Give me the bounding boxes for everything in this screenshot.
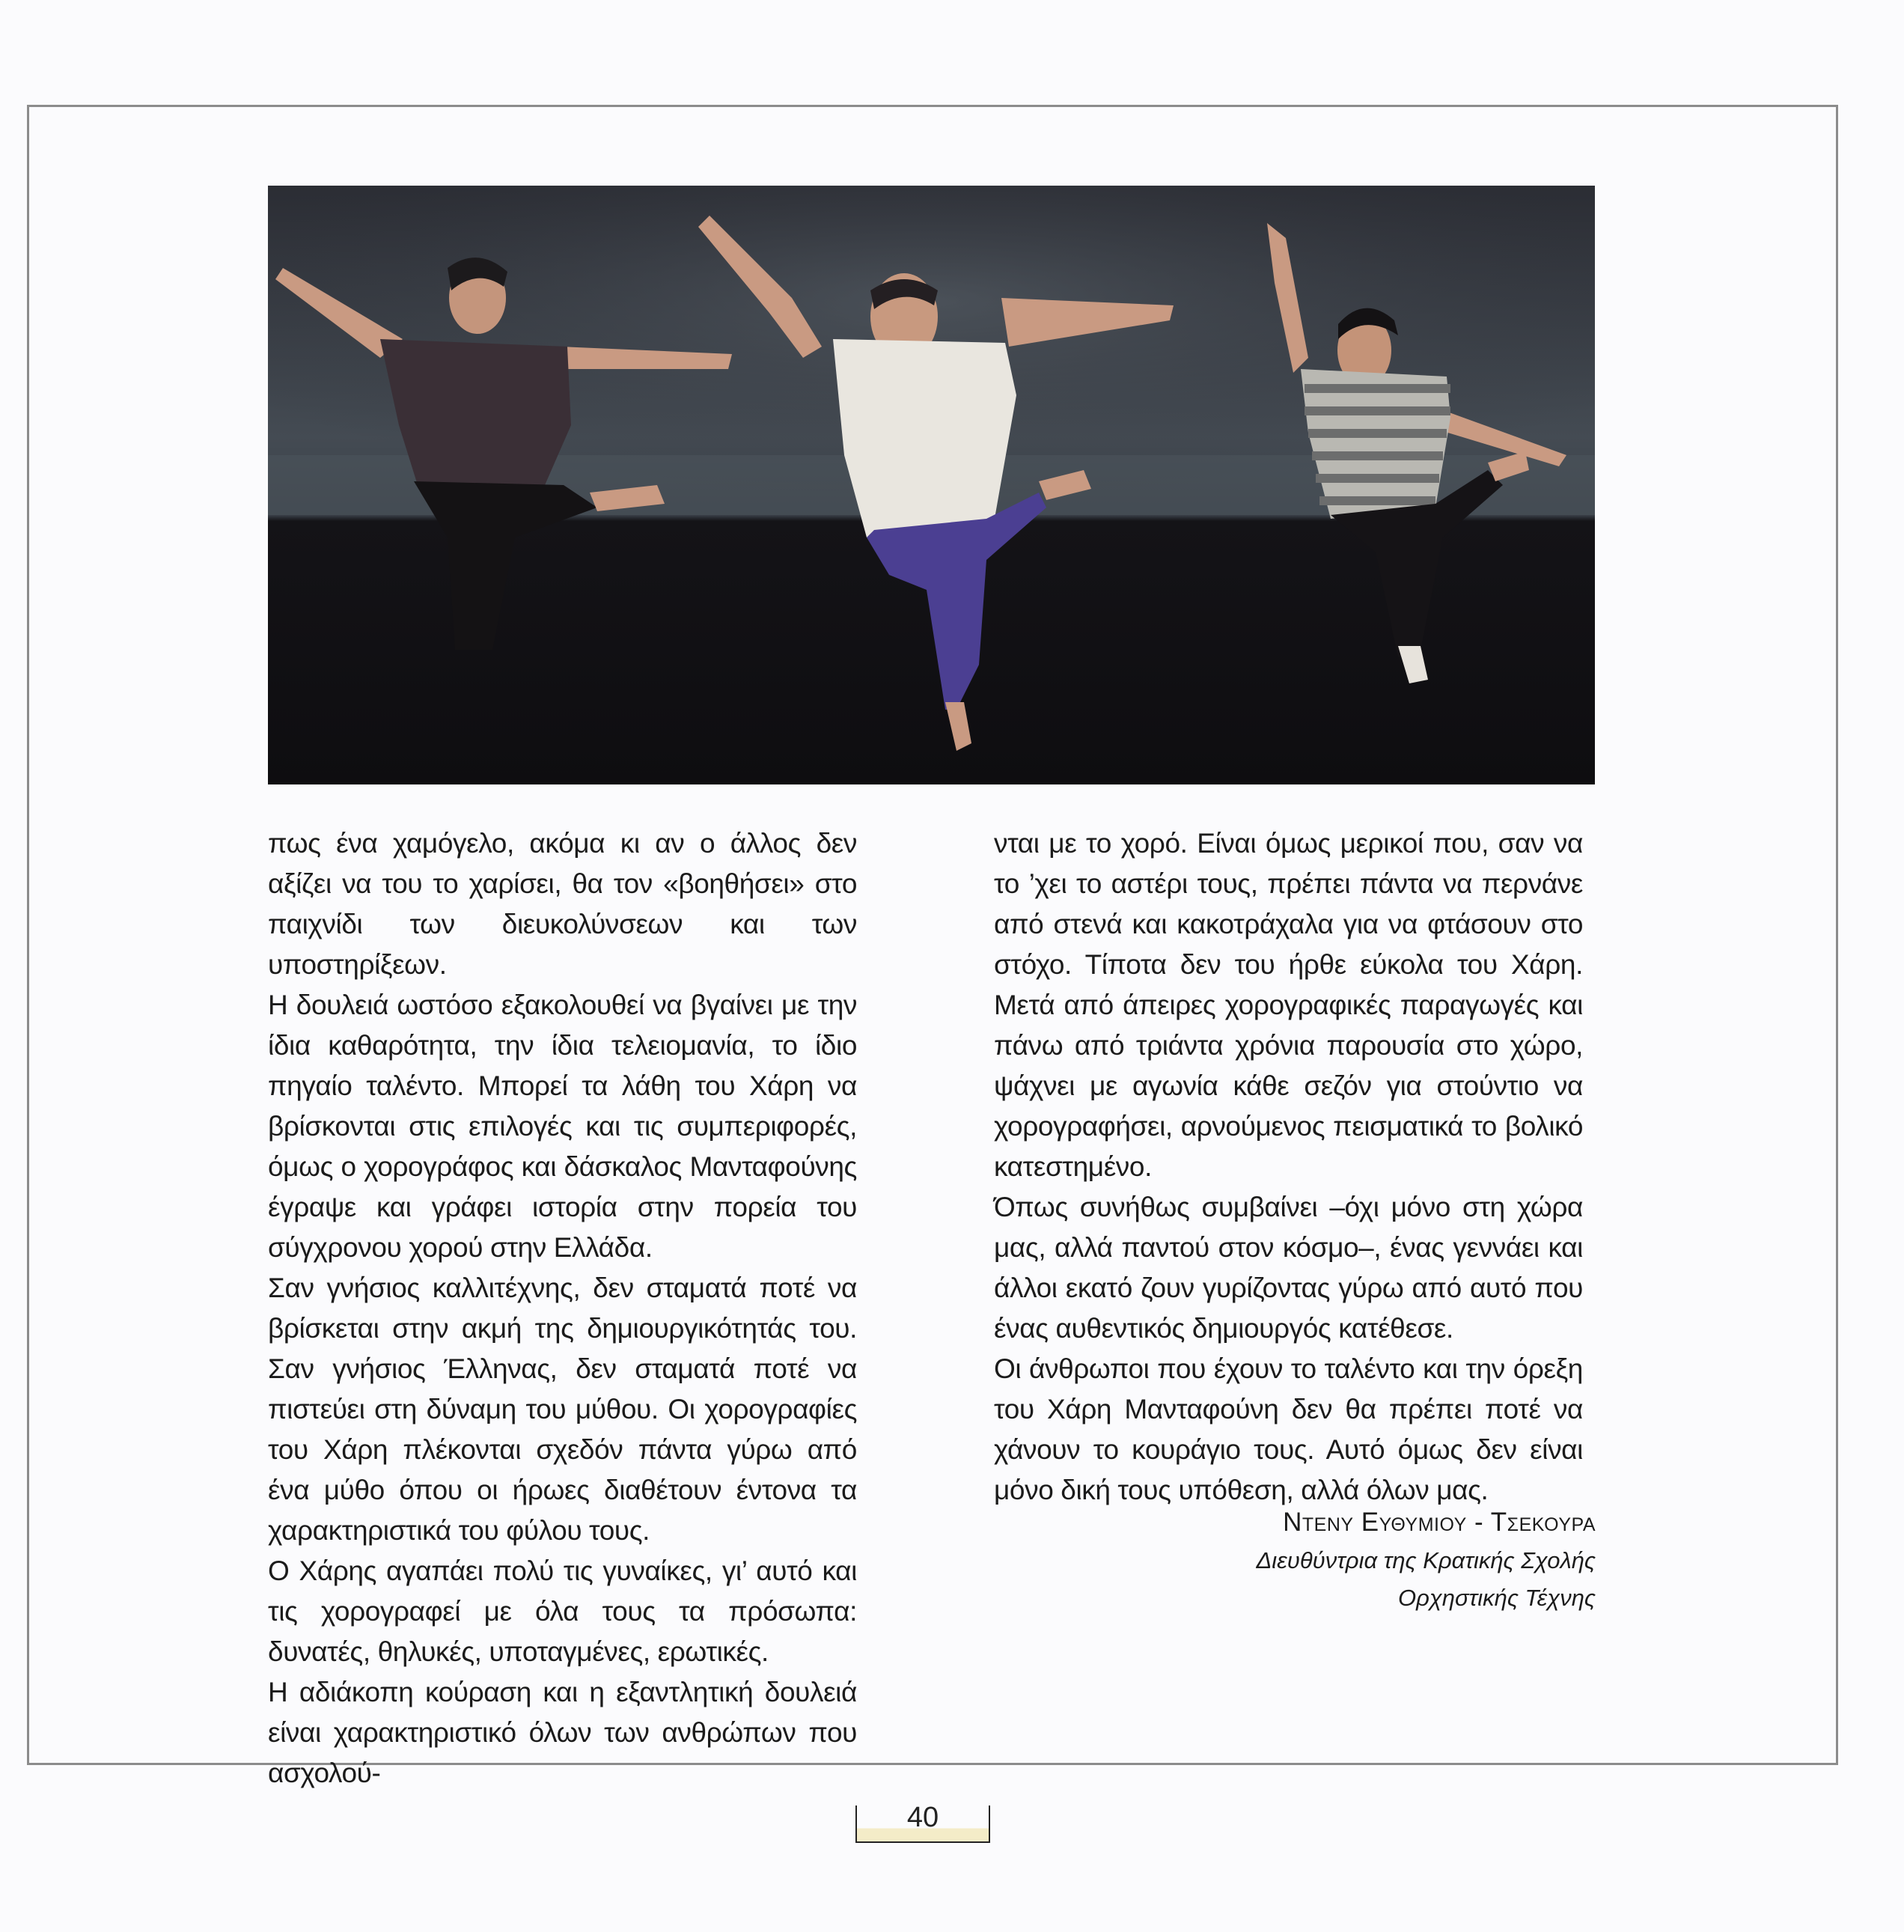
author-title-line-1: Διευθύντρια της Κρατικής Σχολής bbox=[1256, 1547, 1596, 1573]
paragraph: Η δουλειά ωστόσο εξακολουθεί να βγαίνει με την ίδια καθαρότητα, την ίδια τελειομανία, το ίδιο πηγαίο ταλέντο. Μπορεί τα λάθη του Χάρη να βρίσκονται στις επιλογές και τις συμπεριφορές, όμως ο χορογράφος και δάσκαλος Μανταφούνης έγραψε και γράφει ιστορία στην πορεία του σύγχρονου χορού στην Ελλάδα. bbox=[268, 990, 857, 1263]
paragraph: πως ένα χαμόγελο, ακόμα κι αν ο άλλος δεν αξίζει να του το χαρίσει, θα τον «βοηθήσει» στο παιχνίδι των διευκολύνσεων και των υποστηρίξεων. bbox=[268, 828, 857, 980]
author-name: Ντενυ Ευθυμιου - Τσεκουρα bbox=[1283, 1508, 1596, 1537]
article-column-left bbox=[268, 823, 857, 1794]
paragraph: Οι άνθρωποι που έχουν το ταλέντο και την όρεξη του Χάρη Μανταφούνη δεν θα πρέπει ποτέ να χάνουν το κουράγιο τους. Αυτό όμως δεν είναι μόνο δική τους υπόθεση, αλλά όλων μας. bbox=[994, 1353, 1583, 1505]
paragraph: Σαν γνήσιος καλλιτέχνης, δεν σταματά ποτέ να βρίσκεται στην ακμή της δημιουργικότητάς του. Σαν γνήσιος Έλληνας, δεν σταματά ποτέ να πιστεύει στη δύναμη του μύθου. Οι χορογραφίες του Χάρη πλέκονται σχεδόν πάντα γύρω από ένα μύθο όπου οι ήρωες διαθέτουν έντονα τα χαρακτηριστικά του φύλου τους. bbox=[268, 1273, 857, 1546]
paragraph: νται με το χορό. Είναι όμως μερικοί που, σαν να το ’χει το αστέρι τους, πρέπει πάντα να περνάνε από στενά και κακοτράχαλα για να φτάσουν στο στόχο. Τίποτα δεν του ήρθε εύκολα του Χάρη. Μετά από άπειρες χορογραφικές παραγωγές και πάνω από τριάντα χρόνια παρουσία στο χώρο, ψάχνει με αγωνία κάθε σεζόν για στούντιο να χορογραφήσει, αρνούμενος πεισματικά το βολικό κατεστημένο. bbox=[994, 828, 1583, 1182]
author-title-line-2: Ορχηστικής Τέχνης bbox=[1397, 1585, 1596, 1611]
dancers-photo-icon bbox=[268, 186, 1595, 784]
dancers-photo bbox=[268, 186, 1595, 784]
paragraph: Όπως συνήθως συμβαίνει –όχι μόνο στη χώρα μας, αλλά παντού στον κόσμο–, ένας γεννάει και άλλοι εκατό ζουν γυρίζοντας γύρω από αυτό που ένας αυθεντικός δημιουργός κατέθεσε. bbox=[994, 1192, 1583, 1344]
page-number: 40 bbox=[906, 1802, 939, 1833]
author-signature bbox=[1123, 1503, 1596, 1617]
article-column-right bbox=[994, 823, 1583, 1511]
paragraph: Ο Χάρης αγαπάει πολύ τις γυναίκες, γι’ αυτό και τις χορογραφεί με όλα τους τα πρόσωπα: δυνατές, θηλυκές, υποταγμένες, ερωτικές. bbox=[268, 1555, 857, 1667]
paragraph: Η αδιάκοπη κούραση και η εξαντλητική δουλειά είναι χαρακτηριστικό όλων των ανθρώπων που ασχολού- bbox=[268, 1677, 857, 1788]
